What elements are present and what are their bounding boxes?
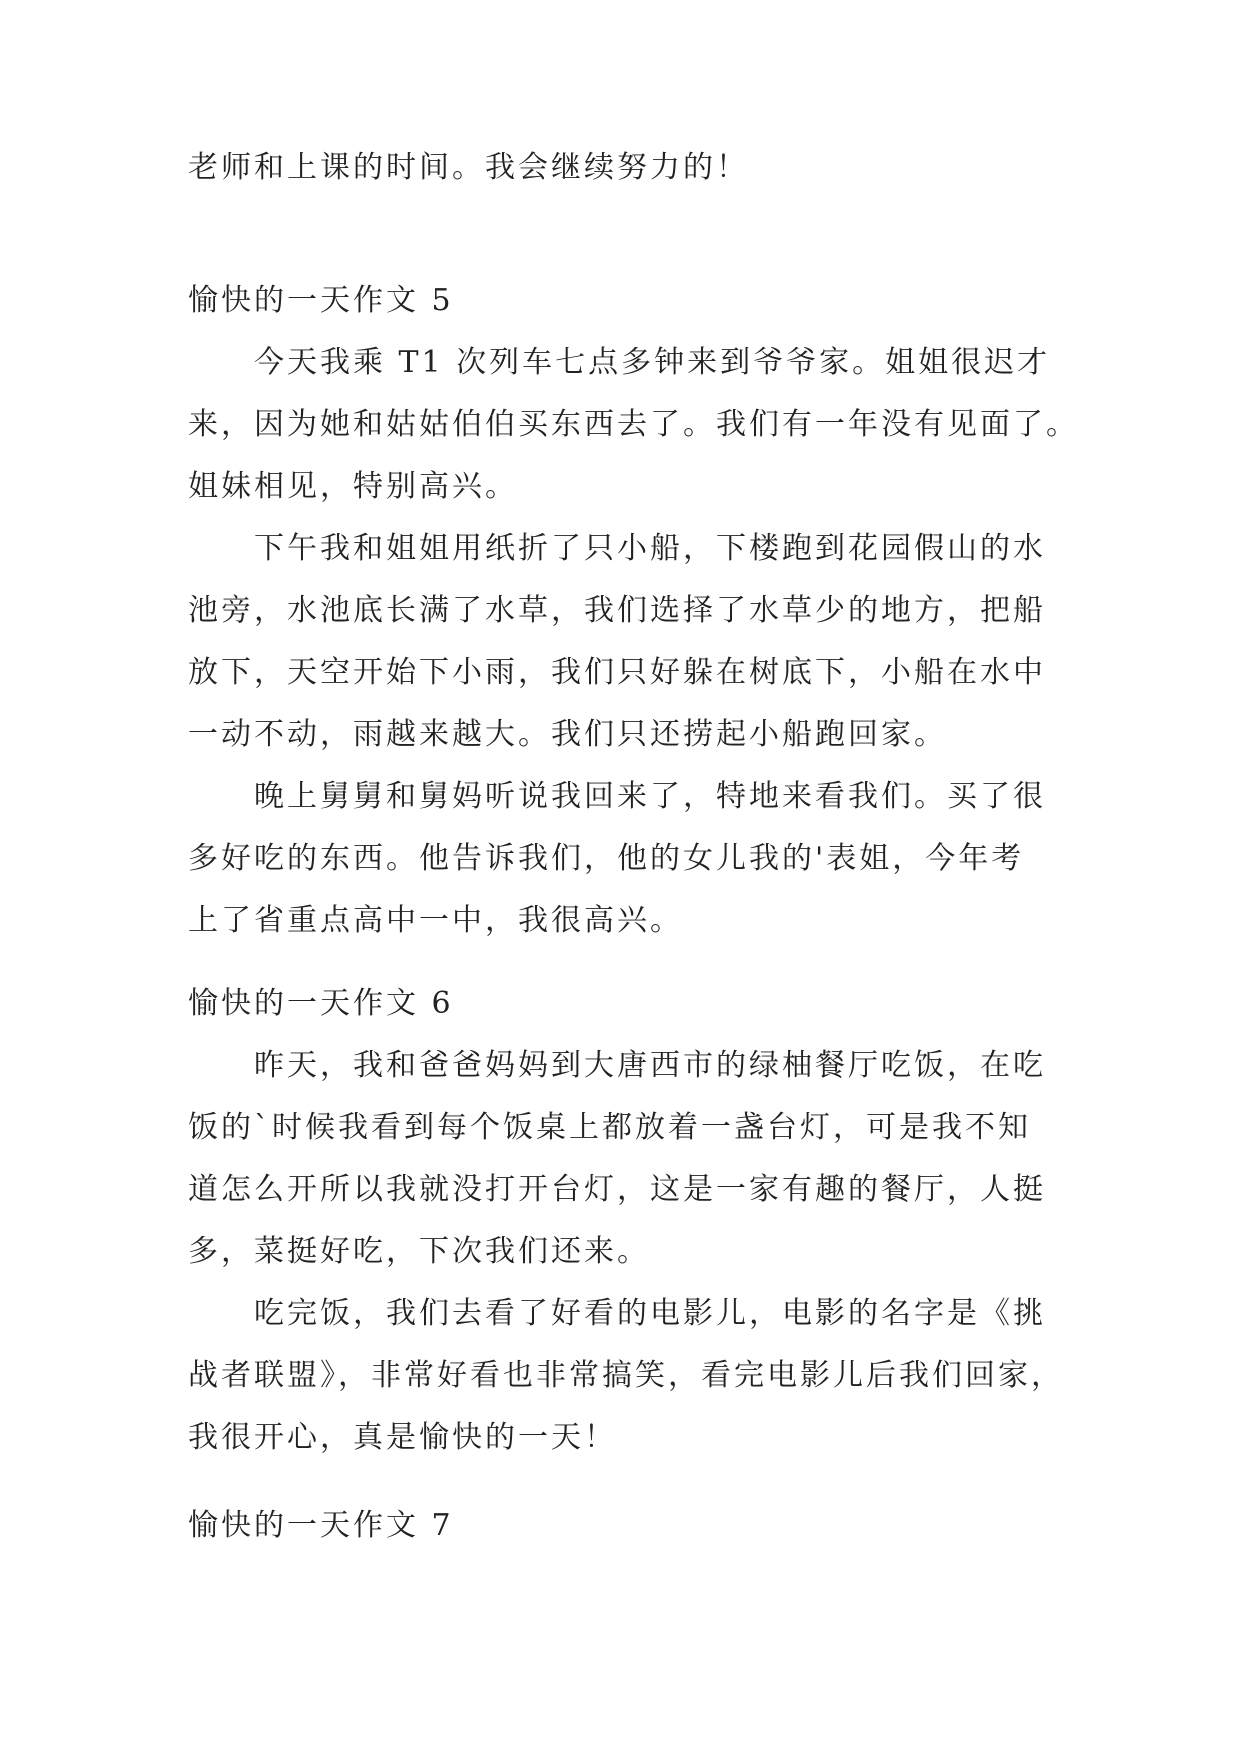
paragraph-line: 多，菜挺好吃，下次我们还来。 [188, 1234, 650, 1269]
essay-7 [188, 1495, 1063, 1557]
essay-heading: 愉快的一天作文 6 [188, 986, 454, 1021]
paragraph-line: 上了省重点高中一中，我很高兴。 [188, 903, 683, 938]
intro-paragraph [188, 137, 1063, 199]
paragraph-line: 吃完饭，我们去看了好看的电影儿，电影的名字是《挑 [254, 1296, 1046, 1331]
paragraph-line: 道怎么开所以我就没打开台灯，这是一家有趣的餐厅，人挺 [188, 1172, 1046, 1207]
essay-heading: 愉快的一天作文 5 [188, 283, 454, 318]
paragraph-line: 今天我乘 T1 次列车七点多钟来到爷爷家。姐姐很迟才 [254, 345, 1051, 380]
paragraph-line: 战者联盟》，非常好看也非常搞笑，看完电影儿后我们回家， [188, 1358, 1064, 1393]
paragraph-line: 多好吃的东西。他告诉我们，他的女儿我的'表姐，今年考 [188, 841, 1025, 876]
paragraph-line: 我很开心，真是愉快的一天！ [188, 1420, 617, 1455]
paragraph-line: 晚上舅舅和舅妈听说我回来了，特地来看我们。买了很 [254, 779, 1046, 814]
paragraph-line: 一动不动，雨越来越大。我们只还捞起小船跑回家。 [188, 717, 947, 752]
paragraph-line: 昨天，我和爸爸妈妈到大唐西市的绿柚餐厅吃饭，在吃 [254, 1048, 1046, 1083]
paragraph-line: 饭的`时候我看到每个饭桌上都放着一盏台灯，可是我不知 [188, 1110, 1031, 1145]
paragraph-line: 姐妹相见，特别高兴。 [188, 469, 518, 504]
essay-6 [188, 973, 1063, 1469]
paragraph-line: 下午我和姐姐用纸折了只小船，下楼跑到花园假山的水 [254, 531, 1046, 566]
essay-heading: 愉快的一天作文 7 [188, 1508, 454, 1543]
paragraph-line: 来，因为她和姑姑伯伯买东西去了。我们有一年没有见面了。 [188, 407, 1079, 442]
paragraph-line: 放下，天空开始下小雨，我们只好躲在树底下，小船在水中 [188, 655, 1046, 690]
essay-5 [188, 270, 1079, 952]
paragraph-line: 池旁，水池底长满了水草，我们选择了水草少的地方，把船 [188, 593, 1046, 628]
paragraph-line: 老师和上课的时间。我会继续努力的！ [188, 150, 749, 185]
